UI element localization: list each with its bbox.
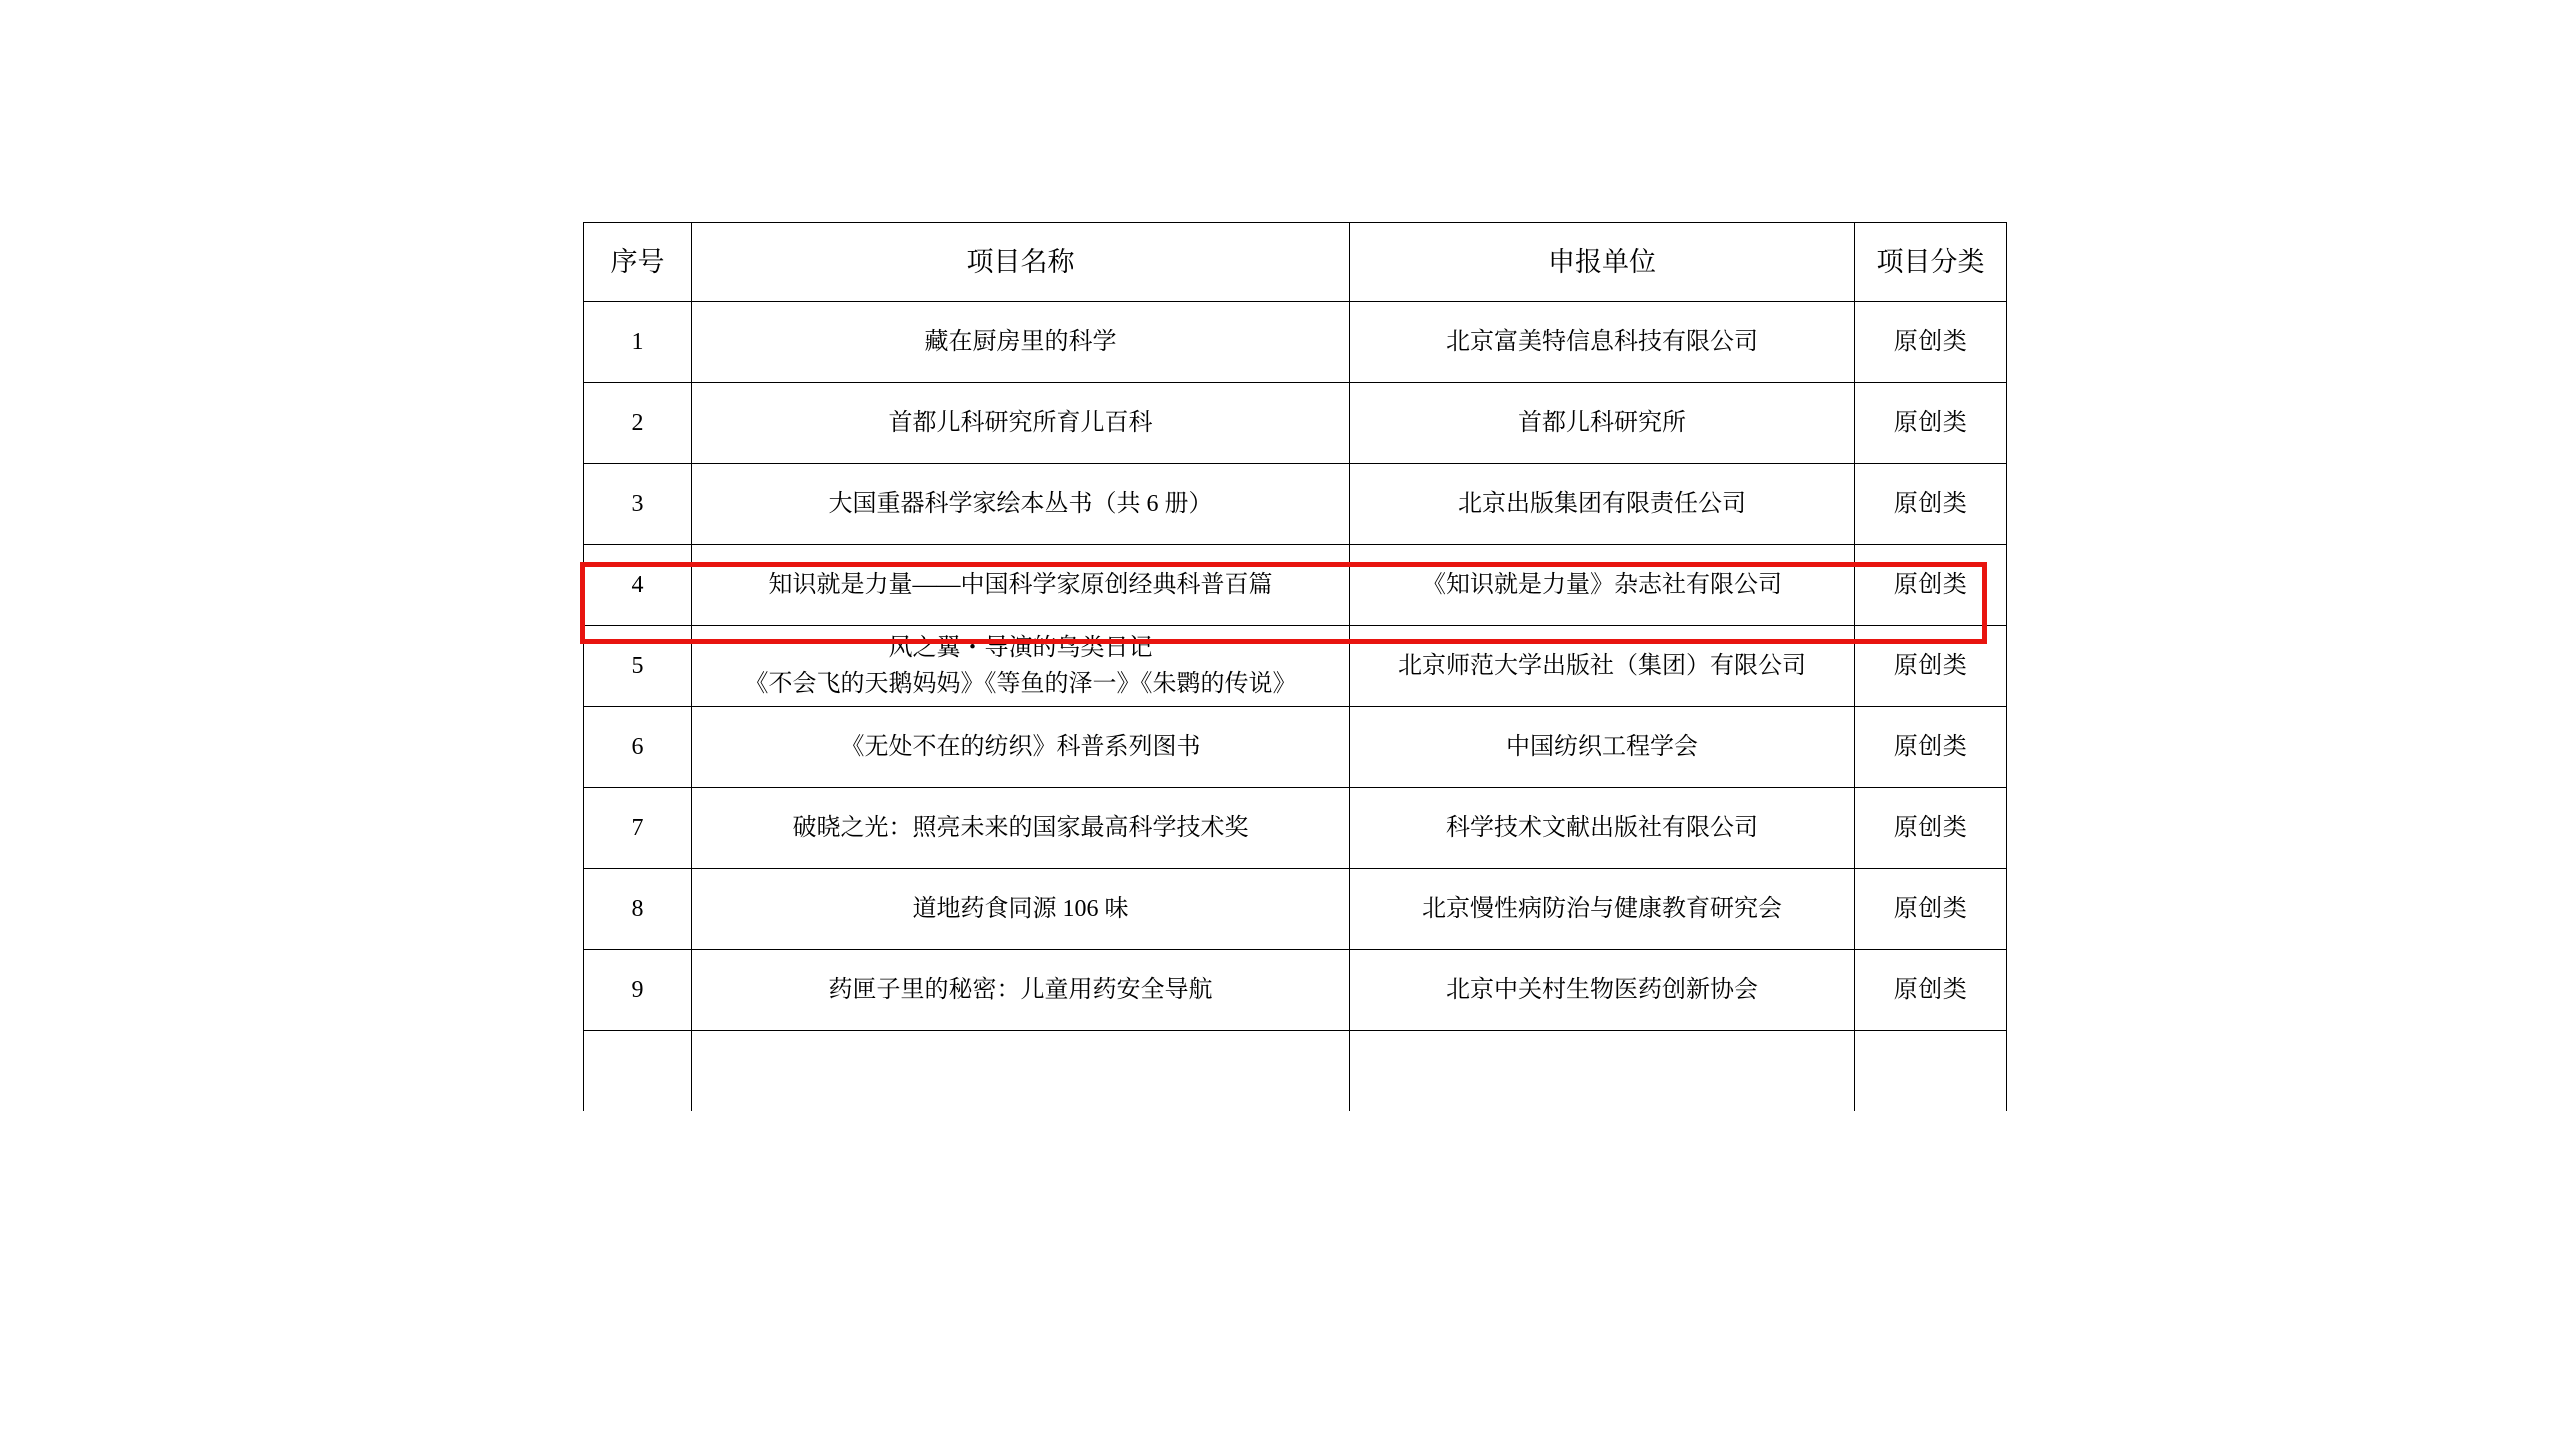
cell-project-name: 首都儿科研究所育儿百科 [692,383,1350,464]
cell-applicant-unit [1350,1031,1855,1112]
table-row [584,869,2007,950]
cell-project-name-line2: 《不会飞的天鹅妈妈》《等鱼的泽一》《朱鹮的传说》 [744,671,1297,697]
table-row [584,302,2007,383]
table-header-row [584,223,2007,302]
table-row-clipped [584,1031,2007,1112]
cell-category: 原创类 [1855,707,2007,788]
cell-project-name [692,1031,1350,1112]
cell-index: 7 [584,788,692,869]
table-row [584,464,2007,545]
table-row [584,707,2007,788]
cell-index: 5 [584,626,692,707]
cell-index: 1 [584,302,692,383]
cell-applicant-unit: 首都儿科研究所 [1350,383,1855,464]
cell-index: 8 [584,869,692,950]
cell-category: 原创类 [1855,788,2007,869]
cell-applicant-unit: 《知识就是力量》杂志社有限公司 [1350,545,1855,626]
cell-project-name [692,626,1350,707]
cell-applicant-unit: 北京出版集团有限责任公司 [1350,464,1855,545]
cell-project-name: 道地药食同源 106 味 [692,869,1350,950]
cell-applicant-unit: 北京富美特信息科技有限公司 [1350,302,1855,383]
cell-index: 2 [584,383,692,464]
cell-category: 原创类 [1855,545,2007,626]
cell-index: 4 [584,545,692,626]
column-header-project-name: 项目名称 [692,223,1350,302]
table-row [584,626,2007,707]
cell-index [584,1031,692,1112]
cell-project-name: 破晓之光：照亮未来的国家最高科学技术奖 [692,788,1350,869]
cell-category: 原创类 [1855,626,2007,707]
project-list-table [583,222,2007,1111]
column-header-category: 项目分类 [1855,223,2007,302]
cell-project-name-line1: 风之翼・导演的鸟类日记 [888,635,1153,661]
cell-category: 原创类 [1855,302,2007,383]
table-row [584,950,2007,1031]
project-list-table-container [583,222,1983,1111]
cell-index: 3 [584,464,692,545]
cell-category: 原创类 [1855,869,2007,950]
cell-project-name: 药匣子里的秘密：儿童用药安全导航 [692,950,1350,1031]
cell-index: 9 [584,950,692,1031]
column-header-index: 序号 [584,223,692,302]
cell-project-name: 《无处不在的纺织》科普系列图书 [692,707,1350,788]
cell-project-name: 藏在厨房里的科学 [692,302,1350,383]
table-row [584,383,2007,464]
cell-category [1855,1031,2007,1112]
cell-category: 原创类 [1855,950,2007,1031]
cell-index: 6 [584,707,692,788]
cell-applicant-unit: 北京中关村生物医药创新协会 [1350,950,1855,1031]
column-header-applicant-unit: 申报单位 [1350,223,1855,302]
cell-applicant-unit: 北京师范大学出版社（集团）有限公司 [1350,626,1855,707]
cell-applicant-unit: 北京慢性病防治与健康教育研究会 [1350,869,1855,950]
table-row-highlighted [584,545,2007,626]
cell-project-name: 大国重器科学家绘本丛书（共 6 册） [692,464,1350,545]
table-row [584,788,2007,869]
cell-applicant-unit: 科学技术文献出版社有限公司 [1350,788,1855,869]
table-header [584,223,2007,302]
cell-project-name: 知识就是力量——中国科学家原创经典科普百篇 [692,545,1350,626]
cell-category: 原创类 [1855,383,2007,464]
cell-category: 原创类 [1855,464,2007,545]
table-body [584,302,2007,1112]
cell-applicant-unit: 中国纺织工程学会 [1350,707,1855,788]
